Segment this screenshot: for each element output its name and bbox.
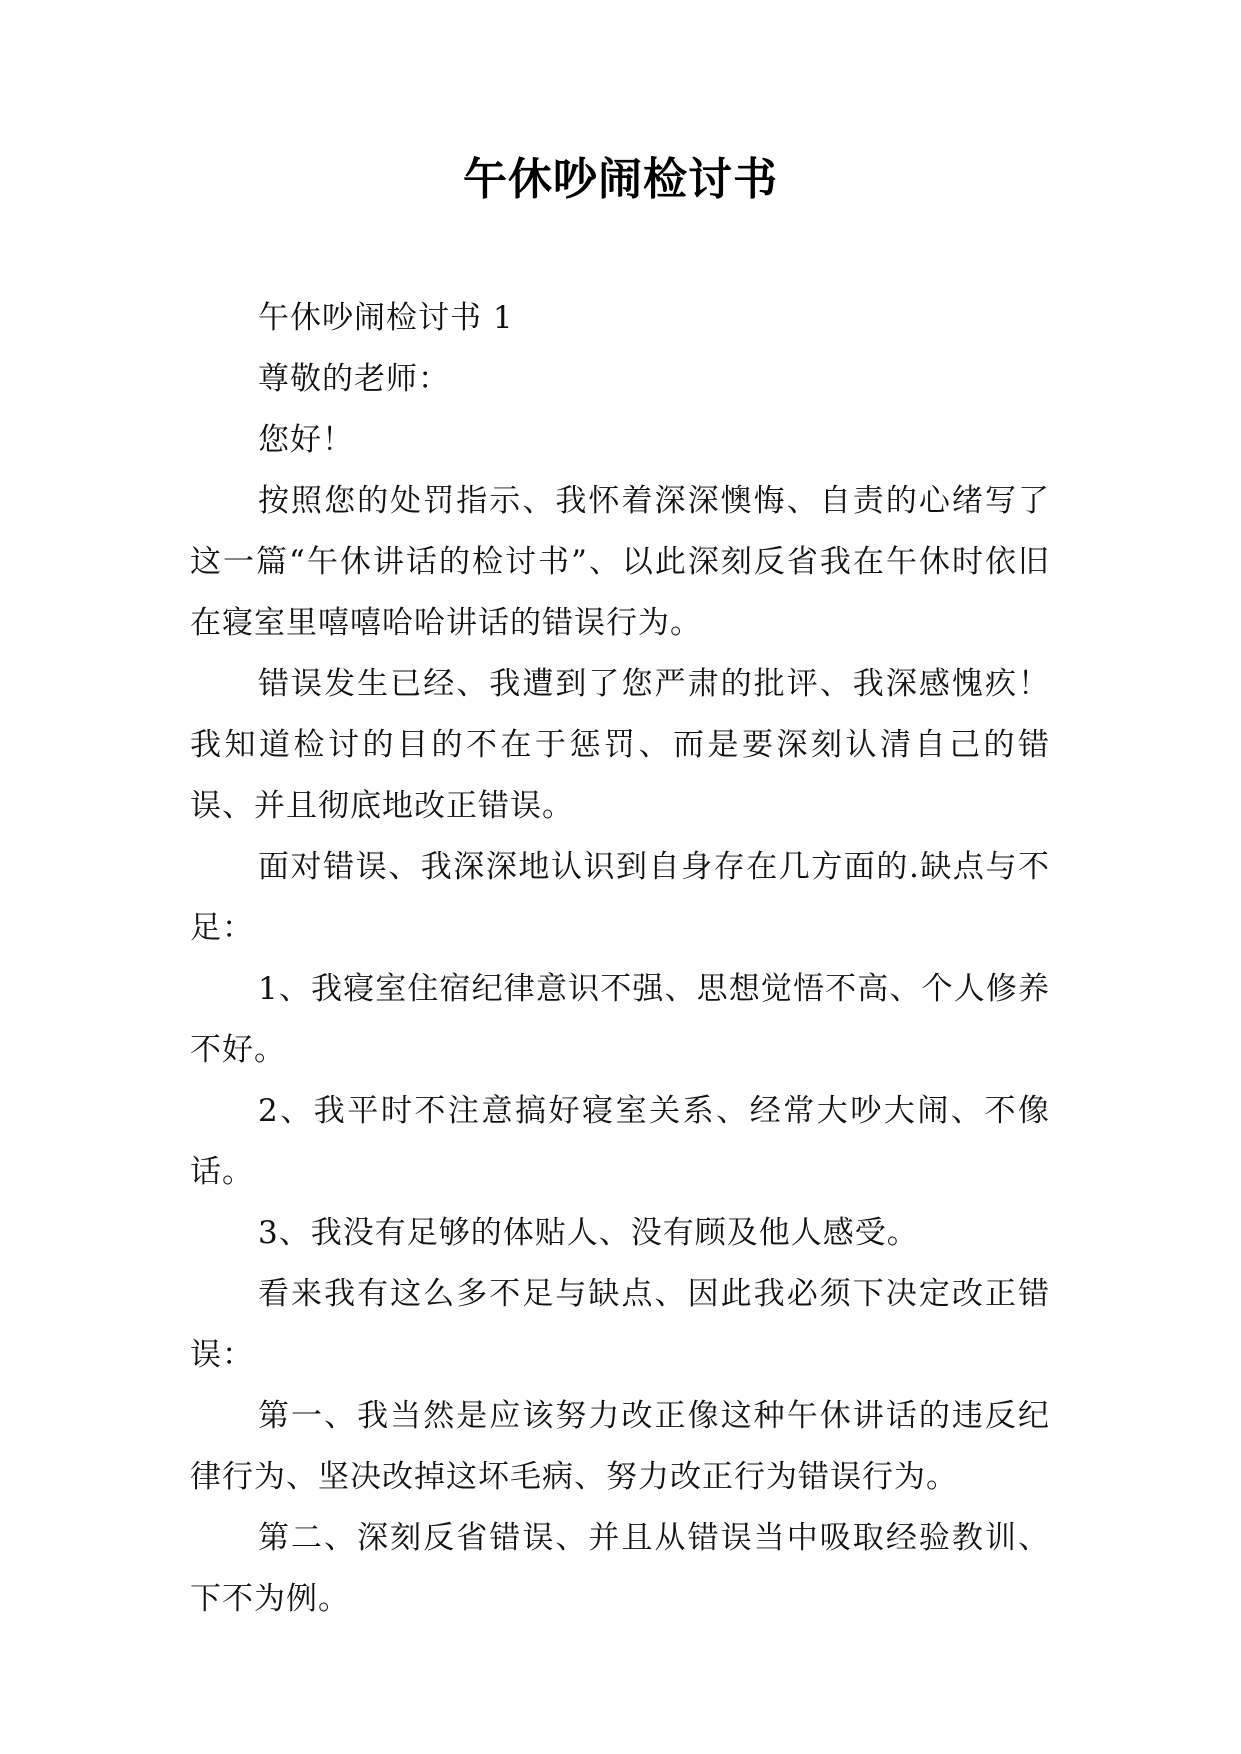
- paragraph: 看来我有这么多不足与缺点、因此我必须下决定改正错误：: [190, 1276, 1050, 1373]
- paragraph-salutation: 尊敬的老师：: [258, 361, 450, 397]
- list-item: 2、我平时不注意搞好寝室关系、经常大吵大闹、不像话。: [190, 1093, 1050, 1190]
- list-item: 1、我寝室住宿纪律意识不强、思想觉悟不高、个人修养不好。: [190, 971, 1050, 1068]
- paragraph-heading: 午休吵闹检讨书 1: [258, 300, 514, 336]
- paragraph: 按照您的处罚指示、我怀着深深懊悔、自责的心绪写了这一篇“午休讲话的检讨书”、以此深刻反省我在午休时依旧在寝室里嘻嘻哈哈讲话的错误行为。: [190, 483, 1050, 641]
- document-body: [190, 288, 1050, 1630]
- list-item: 3、我没有足够的体贴人、没有顾及他人感受。: [258, 1215, 919, 1251]
- paragraph: 错误发生已经、我遭到了您严肃的批评、我深感愧疚！我知道检讨的目的不在于惩罚、而是要深刻认清自己的错误、并且彻底地改正错误。: [190, 666, 1050, 824]
- document-title: 午休吵闹检讨书: [463, 154, 778, 205]
- paragraph-greeting: 您好！: [258, 422, 354, 458]
- paragraph: 面对错误、我深深地认识到自身存在几方面的.缺点与不足：: [190, 849, 1050, 946]
- list-item: 第二、深刻反省错误、并且从错误当中吸取经验教训、下不为例。: [190, 1520, 1050, 1617]
- list-item: 第一、我当然是应该努力改正像这种午休讲话的违反纪律行为、坚决改掉这坏毛病、努力改正行为错误行为。: [190, 1398, 1050, 1495]
